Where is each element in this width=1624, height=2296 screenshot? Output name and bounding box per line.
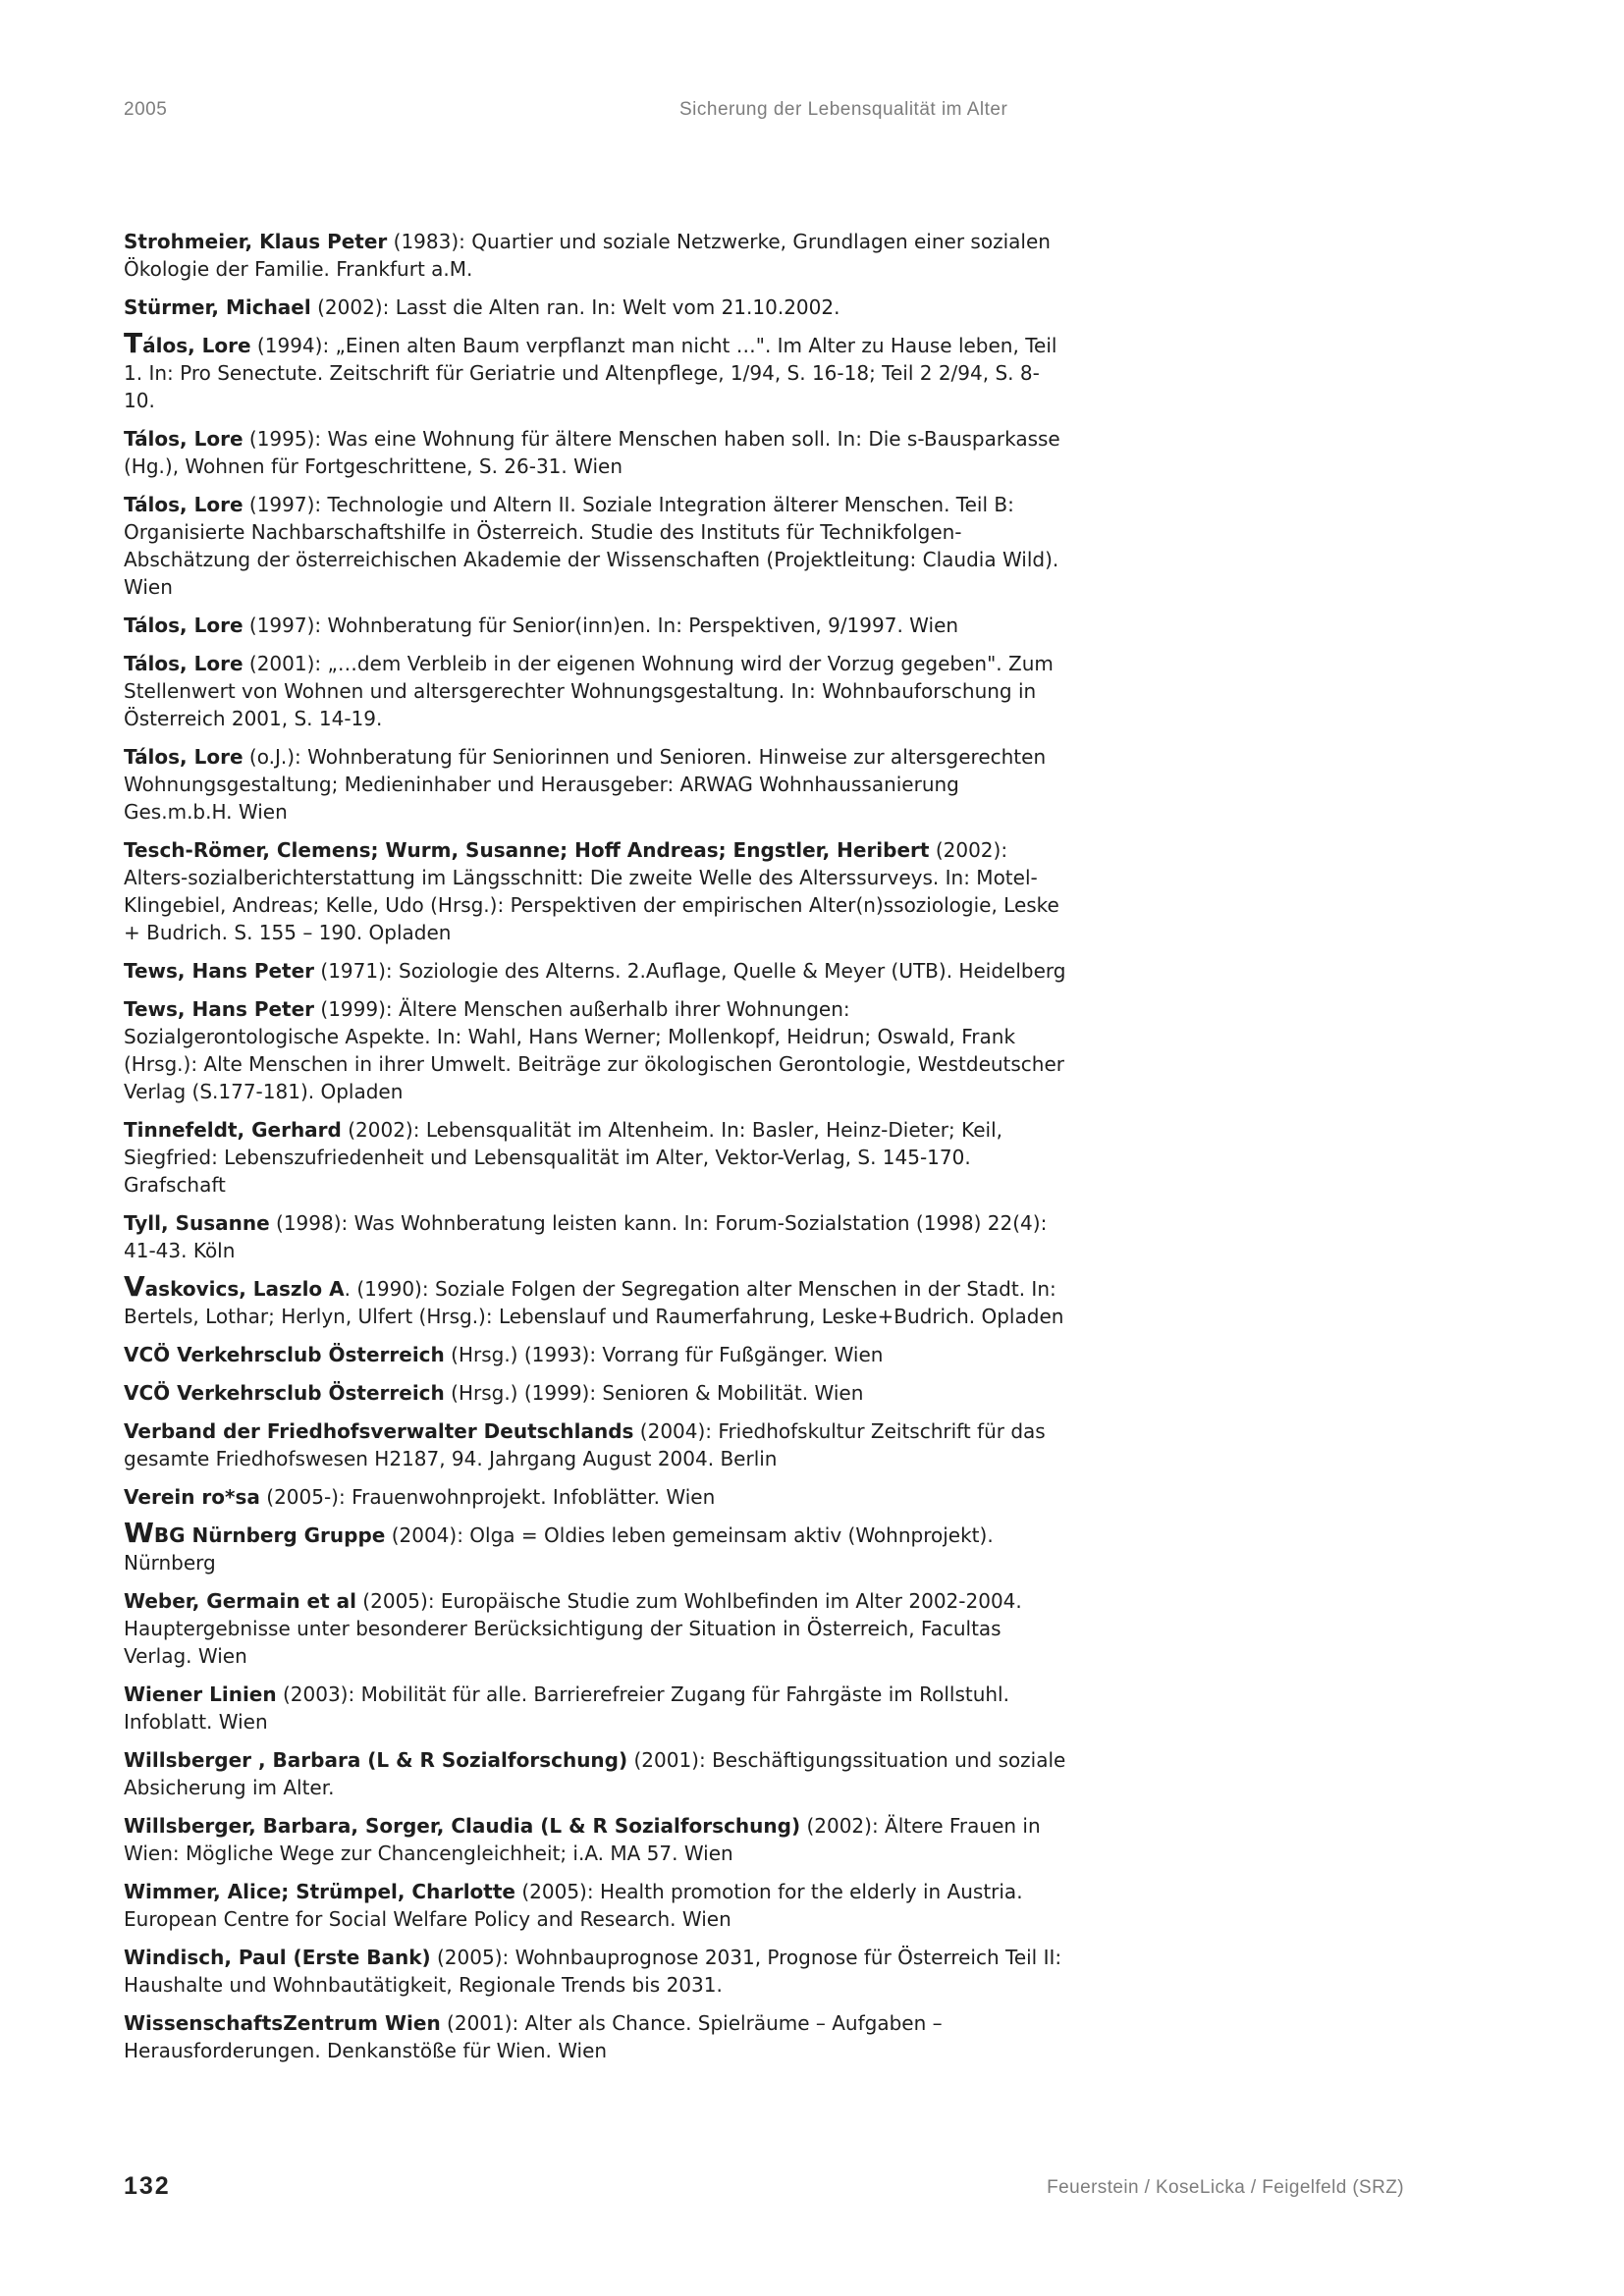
reference-entry (124, 1517, 1066, 1576)
reference-text: (2004): Friedhofskultur Zeitschrift für das gesamte Friedhofswesen H2187, 94. Jahrgang August 2004. Berlin (124, 1419, 1046, 1470)
reference-author: Tálos, Lore (124, 745, 244, 769)
reference-text: (2005): Wohnbauprognose 2031, Prognose für Österreich Teil II: Haushalte und Wohnbautätigkeit, Regionale Trends bis 2031. (124, 1946, 1062, 1997)
reference-text: (1997): Wohnberatung für Senior(inn)en. In: Perspektiven, 9/1997. Wien (243, 614, 959, 637)
reference-author: Weber, Germain et al (124, 1589, 356, 1613)
reference-author: Tálos, Lore (124, 614, 244, 637)
reference-list (124, 228, 1066, 2075)
reference-entry (124, 2009, 1066, 2064)
reference-text: (1971): Soziologie des Alterns. 2.Auflage, Quelle & Meyer (UTB). Heidelberg (314, 959, 1066, 983)
reference-entry (124, 1116, 1066, 1199)
reference-text: (2002): Ältere Frauen in Wien: Mögliche Wege zur Chancengleichheit; i.A. MA 57. Wien (124, 1814, 1041, 1865)
reference-text: (1995): Was eine Wohnung für ältere Menschen haben soll. In: Die s-Bausparkasse (Hg.), Wohnen für Fortgeschrittene, S. 26-31. Wien (124, 427, 1060, 478)
reference-author: Tálos, Lore (124, 427, 244, 451)
reference-entry (124, 1746, 1066, 1801)
reference-author: Tews, Hans Peter (124, 959, 315, 983)
reference-text: (1999): Ältere Menschen außerhalb ihrer Wohnungen: Sozialgerontologische Aspekte. In: Wahl, Hans Werner; Mollenkopf, Heidrun; Oswald, Frank (Hrsg.): Alte Menschen in ihrer Umwelt. Beiträge zur ökologischen Gerontologie, Westdeutscher Verlag (S.177-181). Opladen (124, 997, 1065, 1103)
reference-text: (1997): Technologie und Altern II. Soziale Integration älterer Menschen. Teil B: Organisierte Nachbarschaftshilfe in Österreich. Studie des Instituts für Technikfolgen-Abschätzung der österreichischen Akademie der Wissenschaften (Projektleitung: Claudia Wild). Wien (124, 493, 1059, 599)
reference-author: Verein ro*sa (124, 1485, 260, 1509)
reference-author: Tálos, Lore (124, 652, 244, 675)
reference-entry (124, 1483, 1066, 1511)
reference-initial: W (124, 1517, 154, 1549)
reference-text: (2005-): Frauenwohnprojekt. Infoblätter. Wien (259, 1485, 716, 1509)
reference-text: (Hrsg.) (1993): Vorrang für Fußgänger. Wien (444, 1343, 884, 1366)
reference-author: VCÖ Verkehrsclub Österreich (124, 1343, 445, 1366)
reference-author: Tews, Hans Peter (124, 997, 315, 1021)
reference-entry (124, 836, 1066, 946)
reference-author: Tyll, Susanne (124, 1211, 270, 1235)
reference-entry (124, 612, 1066, 639)
reference-author: Willsberger, Barbara, Sorger, Claudia (L & R Sozialforschung) (124, 1814, 801, 1838)
header-year: 2005 (124, 99, 168, 120)
reference-text: (2002): Alters-sozialberichterstattung im Längsschnitt: Die zweite Welle des Alterssurveys. In: Motel-Klingebiel, Andreas; Kelle, Udo (Hrsg.): Perspektiven der empirischen Alter(n)ssoziologie, Leske + Budrich. S. 155 – 190. Opladen (124, 838, 1059, 944)
reference-author: Tesch-Römer, Clemens; Wurm, Susanne; Hoff Andreas; Engstler, Heribert (124, 838, 930, 862)
reference-entry (124, 1341, 1066, 1368)
reference-author: Tálos, Lore (124, 493, 244, 516)
reference-entry (124, 1812, 1066, 1867)
reference-author: VCÖ Verkehrsclub Österreich (124, 1381, 445, 1405)
reference-author: Tinnefeldt, Gerhard (124, 1118, 342, 1142)
reference-author: BG Nürnberg Gruppe (153, 1523, 386, 1547)
reference-text: (2001): Alter als Chance. Spielräume – Aufgaben – Herausforderungen. Denkanstöße für Wien. Wien (124, 2011, 943, 2062)
reference-entry (124, 1270, 1066, 1330)
reference-entry (124, 1681, 1066, 1735)
reference-initial: T (124, 327, 143, 359)
reference-author: Windisch, Paul (Erste Bank) (124, 1946, 431, 1969)
reference-text: (Hrsg.) (1999): Senioren & Mobilität. Wien (444, 1381, 864, 1405)
reference-text: (2004): Olga = Oldies leben gemeinsam aktiv (Wohnprojekt). Nürnberg (124, 1523, 994, 1575)
reference-entry (124, 1944, 1066, 1999)
reference-author: Stürmer, Michael (124, 295, 311, 319)
reference-text: (2005): Health promotion for the elderly in Austria. European Centre for Social Welfare Policy and Research. Wien (124, 1880, 1023, 1931)
reference-text: (1998): Was Wohnberatung leisten kann. In: Forum-Sozialstation (1998) 22(4): 41-43. Köln (124, 1211, 1048, 1262)
reference-text: (2001): Beschäftigungssituation und soziale Absicherung im Alter. (124, 1748, 1066, 1799)
reference-entry (124, 1379, 1066, 1407)
reference-author: WissenschaftsZentrum Wien (124, 2011, 441, 2035)
reference-author: askovics, Laszlo A (144, 1277, 345, 1301)
reference-entry (124, 294, 1066, 321)
reference-entry (124, 425, 1066, 480)
reference-author: Willsberger , Barbara (L & R Sozialforschung) (124, 1748, 628, 1772)
reference-entry (124, 327, 1066, 414)
reference-author: Strohmeier, Klaus Peter (124, 230, 388, 253)
reference-author: Wimmer, Alice; Strümpel, Charlotte (124, 1880, 515, 1903)
reference-entry (124, 650, 1066, 732)
reference-text: (1994): „Einen alten Baum verpflanzt man nicht …". Im Alter zu Hause leben, Teil 1. In: Pro Senectute. Zeitschrift für Geriatrie und Altenpflege, 1/94, S. 16-18; Teil 2 2/94, S. 8-10. (124, 334, 1057, 412)
reference-text: (2005): Europäische Studie zum Wohlbefinden im Alter 2002-2004. Hauptergebnisse unter besonderer Berücksichtigung der Situation in Österreich, Facultas Verlag. Wien (124, 1589, 1022, 1668)
reference-text: (2003): Mobilität für alle. Barrierefreier Zugang für Fahrgäste im Rollstuhl. Infoblatt. Wien (124, 1682, 1009, 1734)
reference-entry (124, 1878, 1066, 1933)
reference-initial: V (124, 1270, 145, 1303)
reference-author: Verband der Friedhofsverwalter Deutschlands (124, 1419, 634, 1443)
reference-text: (2002): Lasst die Alten ran. In: Welt vom 21.10.2002. (310, 295, 840, 319)
reference-text: (1983): Quartier und soziale Netzwerke, Grundlagen einer sozialen Ökologie der Familie. Frankfurt a.M. (124, 230, 1051, 281)
footer-authors: Feuerstein / KoseLicka / Feigelfeld (SRZ) (1047, 2177, 1404, 2198)
reference-entry (124, 228, 1066, 283)
reference-text: (o.J.): Wohnberatung für Seniorinnen und Senioren. Hinweise zur altersgerechten Wohnungsgestaltung; Medieninhaber und Herausgeber: ARWAG Wohnhaussanierung Ges.m.b.H. Wien (124, 745, 1047, 824)
reference-entry (124, 995, 1066, 1105)
reference-author: Wiener Linien (124, 1682, 277, 1706)
reference-author: álos, Lore (142, 334, 251, 357)
reference-text: . (1990): Soziale Folgen der Segregation alter Menschen in der Stadt. In: Bertels, Lothar; Herlyn, Ulfert (Hrsg.): Lebenslauf und Raumerfahrung, Leske+Budrich. Opladen (124, 1277, 1064, 1328)
reference-entry (124, 1209, 1066, 1264)
reference-entry (124, 1587, 1066, 1670)
reference-entry (124, 491, 1066, 601)
reference-text: (2002): Lebensqualität im Altenheim. In: Basler, Heinz-Dieter; Keil, Siegfried: Lebenszufriedenheit und Lebensqualität im Alter, Vektor-Verlag, S. 145-170. Grafschaft (124, 1118, 1003, 1197)
header-title: Sicherung der Lebensqualität im Alter (679, 99, 1008, 120)
page-number: 132 (124, 2172, 171, 2200)
reference-entry (124, 743, 1066, 826)
reference-text: (2001): „…dem Verbleib in der eigenen Wohnung wird der Vorzug gegeben". Zum Stellenwert von Wohnen und altersgerechter Wohnungsgestaltung. In: Wohnbauforschung in Österreich 2001, S. 14-19. (124, 652, 1054, 730)
reference-entry (124, 957, 1066, 985)
reference-entry (124, 1417, 1066, 1472)
